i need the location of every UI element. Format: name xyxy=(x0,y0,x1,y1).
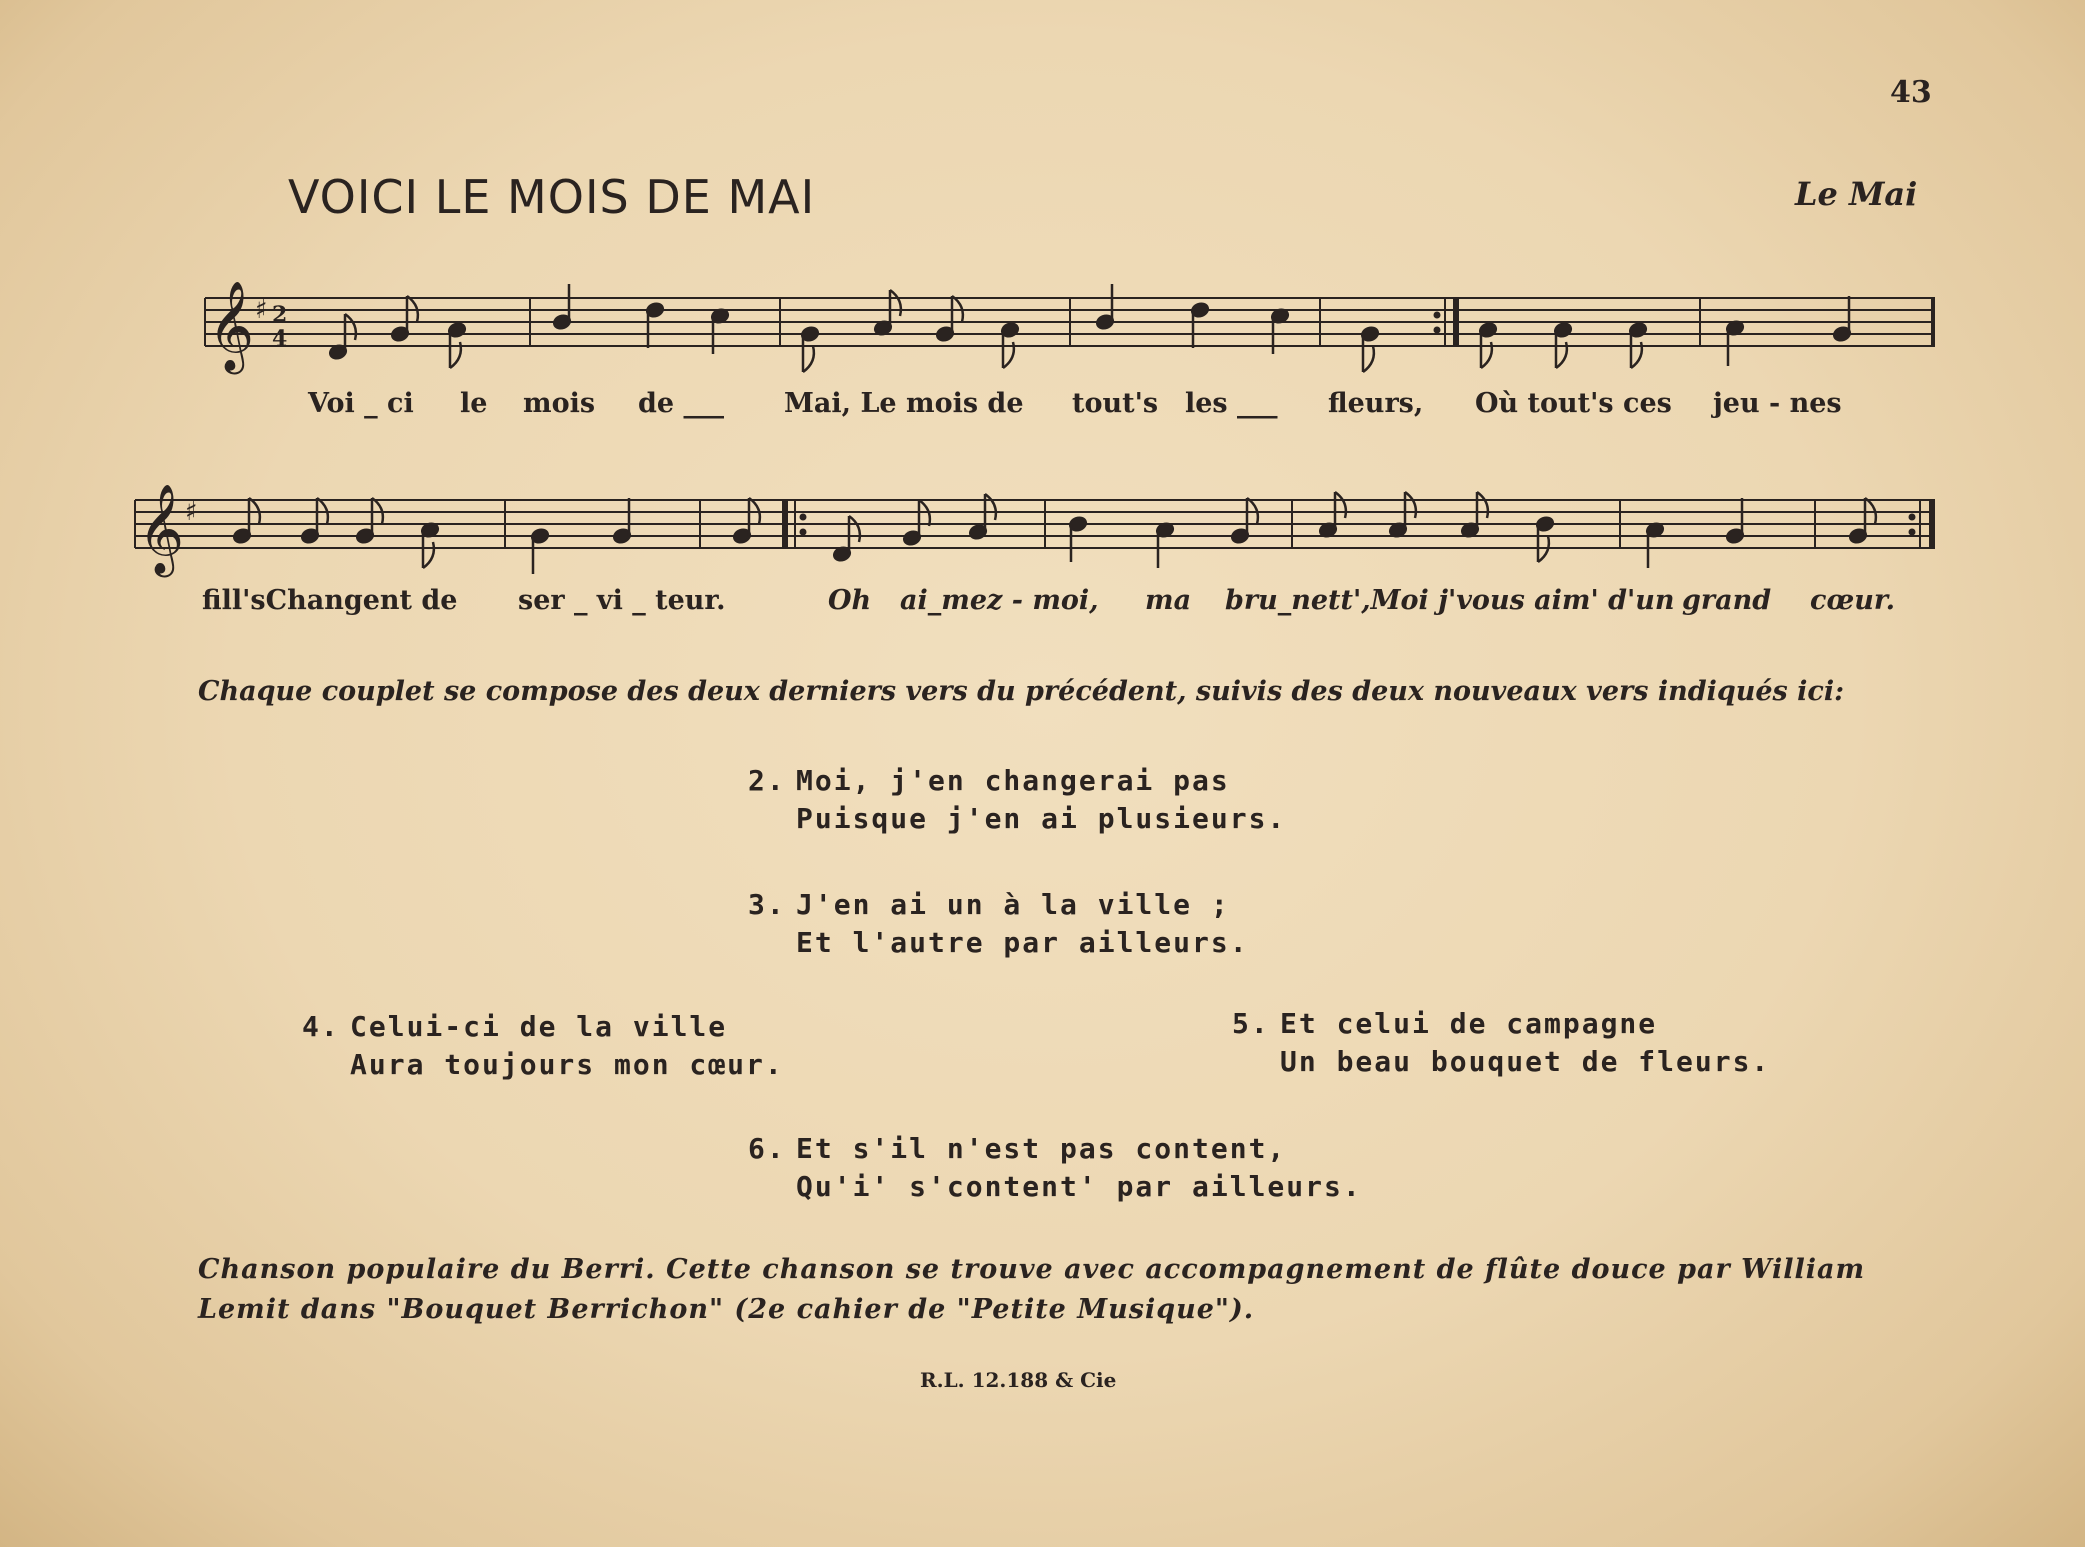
publisher-mark: R.L. 12.188 & Cie xyxy=(920,1368,1117,1392)
staff-line-2 xyxy=(135,484,1935,578)
lyric-syllable: ser _ vi _ teur. xyxy=(518,585,726,616)
lyric-syllable: ai_mez - moi, xyxy=(900,585,1099,616)
time-signature-bottom: 4 xyxy=(272,326,288,352)
note-flag xyxy=(849,516,860,542)
lyric-syllable: tout's xyxy=(1072,388,1159,419)
note-flag xyxy=(423,542,434,568)
note-flag xyxy=(803,346,814,372)
time-signature-top: 2 xyxy=(272,302,288,328)
note-flag xyxy=(1405,492,1416,518)
verse-5: 5. Et celui de campagne Un beau bouquet de fleurs. xyxy=(1232,1007,1771,1078)
verse-3: 3. J'en ai un à la ville ; Et l'autre par ailleurs. xyxy=(748,888,1249,959)
note-flag xyxy=(890,290,901,316)
page-number: 43 xyxy=(1890,75,1932,110)
lyric-syllable: jeu - nes xyxy=(1713,388,1842,419)
note-flag xyxy=(985,494,996,520)
lyric-syllable: grand xyxy=(1682,585,1772,616)
staff-notes-2 xyxy=(232,492,1875,574)
lyric-syllable: le xyxy=(460,388,488,419)
treble-clef-icon: 𝄞 xyxy=(138,484,185,574)
song-title: VOICI LE MOIS DE MAI xyxy=(288,170,816,224)
song-subtitle: Le Mai xyxy=(1795,175,1918,213)
verse-4: 4. Celui-ci de la ville Aura toujours mon cœur. xyxy=(302,1010,784,1081)
sharp-icon: ♯ xyxy=(185,497,198,527)
music-notation xyxy=(0,0,2085,640)
lyric-syllable: les ___ xyxy=(1185,388,1278,419)
verse-6: 6. Et s'il n'est pas content, Qu'i' s'content' par ailleurs. xyxy=(748,1132,1362,1203)
couplet-instruction: Chaque couplet se compose des deux derniers vers du précédent, suivis des deux nouveaux vers indiqués ici: xyxy=(198,676,1845,707)
verse-2: 2. Moi, j'en changerai pas Puisque j'en ai plusieurs. xyxy=(748,764,1287,835)
lyric-syllable: bru_nett',Moi j'vous aim' d'un xyxy=(1225,585,1675,616)
lyric-syllable: Mai, Le mois de xyxy=(784,388,1024,419)
lyric-syllable: fleurs, xyxy=(1328,388,1424,419)
lyric-syllable: ma xyxy=(1145,585,1192,616)
lyric-syllable: Où tout's ces xyxy=(1475,388,1672,419)
lyric-syllable: cœur. xyxy=(1810,585,1895,616)
source-note: Chanson populaire du Berri. Cette chanson se trouve avec accompagnement de flûte douce par William Lemit dans "Bouquet Berrichon" (2e cahier de "Petite Musique"). xyxy=(198,1254,1866,1325)
sharp-icon: ♯ xyxy=(255,295,268,325)
lyric-syllable: mois xyxy=(523,388,596,419)
note-flag xyxy=(1335,492,1346,518)
lyric-syllable: Voi _ ci xyxy=(308,388,414,419)
treble-clef-icon: 𝄞 xyxy=(208,281,255,371)
note-flag xyxy=(345,314,356,340)
lyric-syllable: fill'sChangent de xyxy=(202,585,458,616)
lyric-syllable: de ___ xyxy=(638,388,724,419)
note-flag xyxy=(1477,492,1488,518)
note-flag xyxy=(1363,346,1374,372)
lyric-syllable: Oh xyxy=(828,585,872,616)
